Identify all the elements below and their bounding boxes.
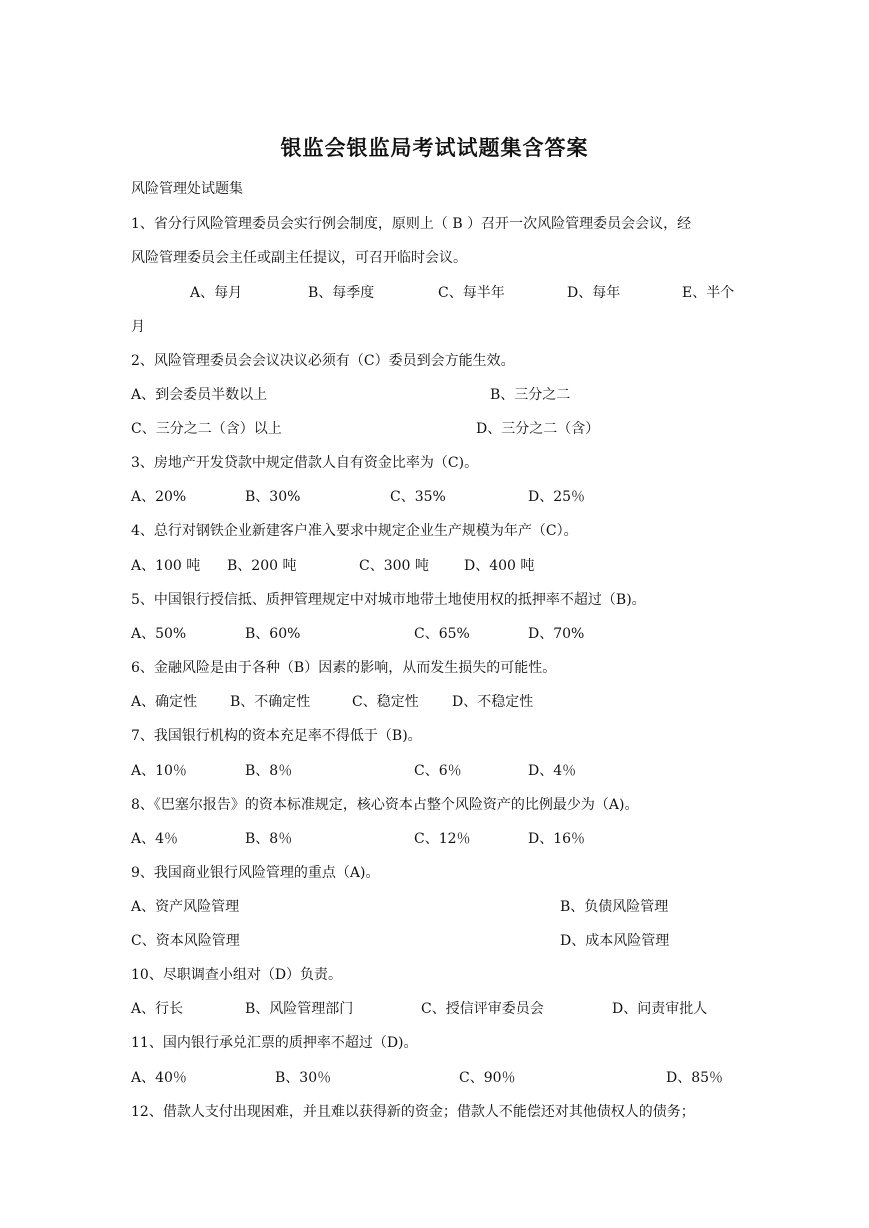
question-1-line-2: 风险管理委员会主任或副主任提议，可召开临时会议。 [131, 250, 467, 266]
q11-option-d: D、85％ [666, 1070, 724, 1086]
q5-option-b: B、60% [245, 626, 301, 642]
question-10: 10、尽职调查小组对（D）负责。 [131, 967, 343, 983]
q1-option-e: E、半个 [682, 285, 735, 301]
question-2: 2、风险管理委员会会议决议必须有（C）委员到会方能生效。 [131, 353, 515, 369]
question-1-line-1: 1、省分行风险管理委员会实行例会制度，原则上（ B ）召开一次风险管理委员会会议，经 [131, 216, 692, 232]
q4-option-a: A、100 吨 [131, 558, 201, 574]
q8-option-d: D、16％ [528, 831, 586, 847]
q2-option-a: A、到会委员半数以上 [131, 387, 268, 403]
question-4: 4、总行对钢铁企业新建客户准入要求中规定企业生产规模为年产（C）。 [131, 523, 578, 539]
question-12: 12、借款人支付出现困难，并且难以获得新的资金；借款人不能偿还对其他债权人的债务； [131, 1104, 695, 1120]
section-heading: 风险管理处试题集 [131, 181, 243, 197]
q7-option-b: B、8％ [245, 763, 293, 779]
q3-option-b: B、30% [245, 489, 301, 505]
q11-option-a: A、40％ [131, 1070, 187, 1086]
q3-option-c: C、35% [390, 489, 446, 505]
q10-option-b: B、风险管理部门 [245, 1001, 354, 1017]
q2-option-c: C、三分之二（含）以上 [131, 421, 282, 437]
q9-option-a: A、资产风险管理 [131, 899, 240, 915]
q9-option-b: B、负债风险管理 [560, 899, 669, 915]
q1-option-b: B、每季度 [308, 285, 375, 301]
question-5: 5、中国银行授信抵、质押管理规定中对城市地带土地使用权的抵押率不超过（B)。 [131, 592, 646, 608]
q3-option-a: A、20% [131, 489, 187, 505]
question-3: 3、房地产开发贷款中规定借款人自有资金比率为（C)。 [131, 455, 479, 471]
q8-option-b: B、8％ [245, 831, 293, 847]
question-7: 7、我国银行机构的资本充足率不得低于（B)。 [131, 728, 422, 744]
q1-option-d: D、每年 [567, 285, 621, 301]
q5-option-c: C、65% [414, 626, 470, 642]
q4-option-d: D、400 吨 [464, 558, 535, 574]
q7-option-a: A、10％ [131, 763, 187, 779]
q9-option-c: C、资本风险管理 [131, 933, 240, 949]
q11-option-c: C、90％ [459, 1070, 516, 1086]
q7-option-c: C、6％ [414, 763, 462, 779]
q6-option-b: B、不确定性 [230, 694, 311, 710]
q4-option-c: C、300 吨 [359, 558, 429, 574]
q1-option-c: C、每半年 [438, 285, 505, 301]
question-11: 11、国内银行承兑汇票的质押率不超过（D)。 [131, 1035, 418, 1051]
question-9: 9、我国商业银行风险管理的重点（A)。 [131, 865, 380, 881]
q5-option-a: A、50% [131, 626, 187, 642]
q4-option-b: B、200 吨 [227, 558, 297, 574]
q10-option-d: D、问责审批人 [612, 1001, 708, 1017]
q9-option-d: D、成本风险管理 [560, 933, 670, 949]
q2-option-d: D、三分之二（含） [476, 421, 600, 437]
q10-option-c: C、授信评审委员会 [421, 1001, 544, 1017]
q8-option-a: A、4％ [131, 831, 179, 847]
q10-option-a: A、行长 [131, 1001, 184, 1017]
q8-option-c: C、12％ [414, 831, 471, 847]
q7-option-d: D、4％ [528, 763, 577, 779]
question-8: 8、《巴塞尔报告》的资本标准规定，核心资本占整个风险资产的比例最少为（A)。 [131, 797, 639, 813]
q6-option-c: C、稳定性 [352, 694, 419, 710]
question-6: 6、金融风险是由于各种（B）因素的影响，从而发生损失的可能性。 [131, 660, 557, 676]
q3-option-d: D、25％ [528, 489, 586, 505]
q5-option-d: D、70% [528, 626, 585, 642]
q1-option-e-wrap: 月 [131, 319, 145, 335]
q6-option-a: A、确定性 [131, 694, 198, 710]
q1-option-a: A、每月 [190, 285, 243, 301]
q6-option-d: D、不稳定性 [452, 694, 534, 710]
q2-option-b: B、三分之二 [490, 387, 571, 403]
q11-option-b: B、30％ [275, 1070, 332, 1086]
document-title: 银监会银监局考试试题集含答案 [280, 136, 589, 160]
